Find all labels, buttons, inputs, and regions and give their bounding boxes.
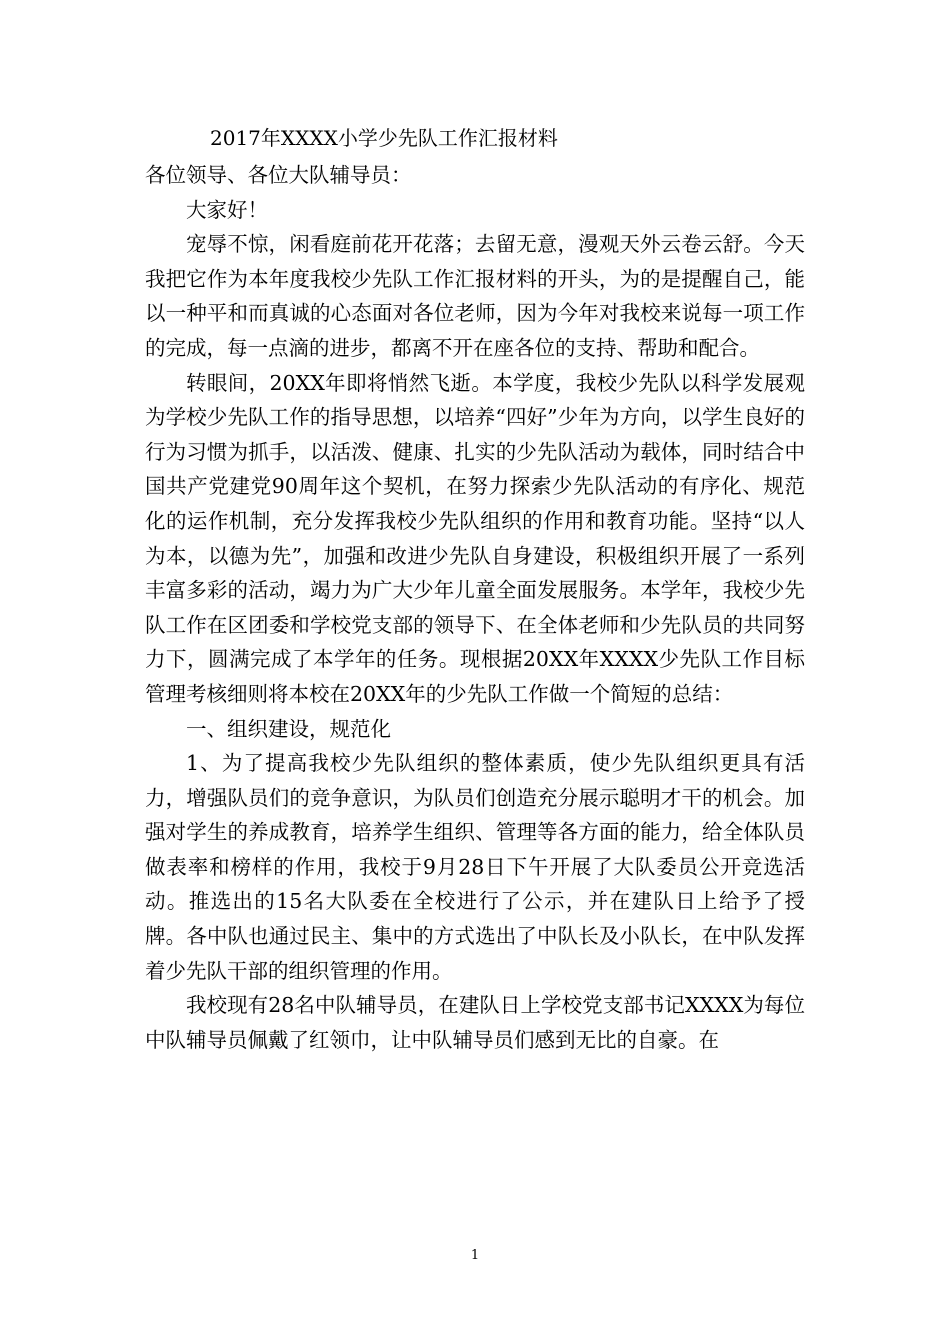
salutation: 各位领导、各位大队辅导员： — [145, 163, 412, 187]
paragraph-overview: 转眼间，20XX年即将悄然飞逝。本学度，我校少先队以科学发展观为学校少先队工作的指导思想，以培养“四好”少年为方向，以学生良好的行为习惯为抓手，以活泼、健康、扎实的少先队活动为载体，同时结合中国共产党建党90周年这个契机，在努力探索少先队活动的有序化、规范化的运作机制，充分发挥我校少先队组织的作用和教育功能。坚持“以人为本，以德为先”，加强和改进少先队自身建设，积极组织开展了一系列丰富多彩的活动，竭力为广大少年儿童全面发展服务。本学年，我校少先队工作在区团委和学校党支部的领导下、在全体老师和少先队员的共同努力下，圆满完成了本学年的任务。现根据20XX年XXXX少先队工作目标管理考核细则将本校在20XX年的少先队工作做一个简短的总结： — [145, 370, 805, 706]
paragraph-counselors: 我校现有28名中队辅导员，在建队日上学校党支部书记XXXX为每位中队辅导员佩戴了红领巾，让中队辅导员们感到无比的自豪。在 — [145, 993, 805, 1052]
page-number: 1 — [470, 1248, 480, 1263]
paragraph-opening: 宠辱不惊，闲看庭前花开花落；去留无意，漫观天外云卷云舒。今天我把它作为本年度我校少先队工作汇报材料的开头，为的是提醒自己，能以一种平和而真诚的心态面对各位老师，因为今年对我校来说每一项工作的完成，每一点滴的进步，都离不开在座各位的支持、帮助和配合。 — [145, 232, 805, 360]
section-heading-organization: 一、组织建设，规范化 — [186, 716, 391, 741]
paragraph-organization-1: 1、为了提高我校少先队组织的整体素质，使少先队组织更具有活力，增强队员们的竞争意识，为队员们创造充分展示聪明才干的机会。加强对学生的养成教育，培养学生组织、管理等各方面的能力，给全体队员做表率和榜样的作用，我校于9月28日下午开展了大队委员公开竞选活动。推选出的15名大队委在全校进行了公示，并在建队日上给予了授牌。各中队也通过民主、集中的方式选出了中队长及小队长，在中队发挥着少先队干部的组织管理的作用。 — [145, 751, 805, 983]
greeting: 大家好！ — [186, 197, 268, 222]
document-body — [145, 158, 805, 1057]
document-title: 2017年XXXX小学少先队工作汇报材料 — [210, 126, 558, 150]
